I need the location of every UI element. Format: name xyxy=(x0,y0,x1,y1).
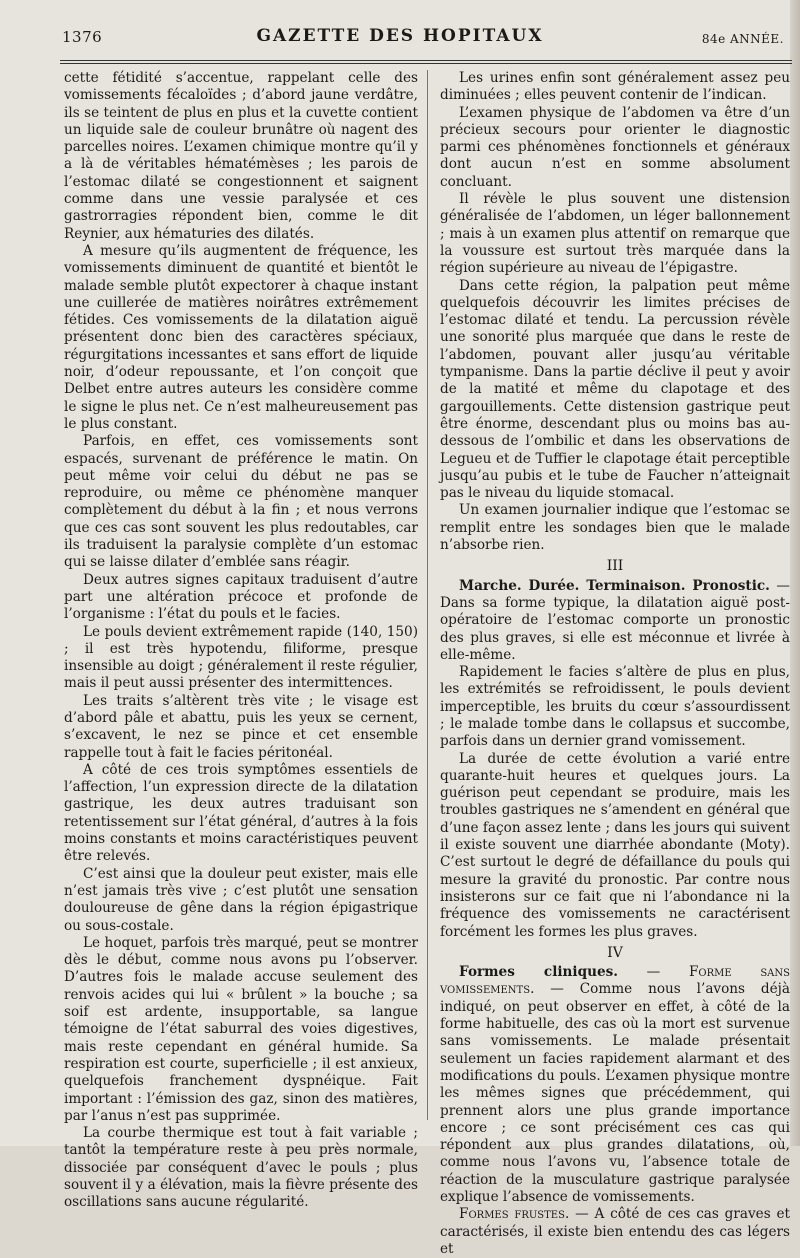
paragraph: La courbe thermique est tout à fait variable ; tantôt la température reste à peu près normale, dissociée par conséquent d’avec le pouls ; plus souvent il y a élévation, mais la fièvre présente des oscillations sans aucune régularité. xyxy=(64,1125,418,1211)
header-rule xyxy=(60,63,792,64)
paragraph: Le pouls devient extrêmement rapide (140, 150) ; il est très hypotendu, filiforme, presque insensible au doigt ; généralement il reste régulier, mais il peut aussi présenter des intermittences. xyxy=(64,623,418,692)
subsection-heading: Formes frustes. xyxy=(459,1206,570,1223)
section-heading: Marche. Durée. Terminaison. Pronostic. xyxy=(459,577,770,594)
paragraph: La durée de cette évolution a varié entre quarante-huit heures et quelques jours. La guérison peut cependant se produire, mais les troubles gastriques ne s’amendent en général que d’une façon assez lente ; dans les jours qui suivent il existe souvent une diarrhée abondante (Moty). C’est surtout le degré de défaillance du pouls qui mesure la gravité du pronostic. Par contre nous insisterons sur ce fait que ni l’abondance ni la fréquence des vomissements ne caractérisent forcément les formes les plus graves. xyxy=(440,750,791,940)
column-divider xyxy=(427,70,428,1120)
paragraph: Le hoquet, parfois très marqué, peut se montrer dès le début, comme nous avons pu l’observer. D’autres fois le malade accuse seulement des renvois acides qui lui « brûlent » la bouche ; sa soif est ardente, insupportable, sa langue témoigne de l’état saburral des voies digestives, mais reste cependant en général humide. Sa respiration est courte, superficielle ; il est anxieux, quelquefois franchement dyspnéique. Fait important : l’émission des gaz, sinon des matières, par l’anus n’est pas supprimée. xyxy=(64,934,418,1124)
paragraph: Dans cette région, la palpation peut même quelquefois découvrir les limites précises de l’estomac dilaté et tendu. La percussion révèle une sonorité plus marquée que dans le reste de l’abdomen, pouvant aller jusqu’au véritable tympanisme. Dans la partie déclive il peut y avoir de la matité et même du clapotage et des gargouillements. Cette distension gastrique peut être énorme, descendant plus ou moins bas au-dessous de l’ombilic et dans les observations de Legueu et de Tuffier le clapotage était perceptible jusqu’au pubis et le tube de Faucher n’atteignait pas le niveau du liquide stomacal. xyxy=(440,277,790,502)
paragraph: Les traits s’altèrent très vite ; le visage est d’abord pâle et abattu, puis les yeux se cernent, s’excavent, le nez se pince et cet ensemble rappelle tout à fait le facies péritonéal. xyxy=(64,692,418,761)
page-number: 1376 xyxy=(62,28,103,46)
paragraph: Parfois, en effet, ces vomissements sont espacés, survenant de préférence le matin. On peut même voir celui du début ne pas se reproduire, ou même ce phénomène manquer complètement du début à la fin ; et nous verrons que ces cas sont souvent les plus redoutables, car ils traduisent la paralysie complète d’un estomac qui se laisse dilater d’emblée sans réagir. xyxy=(64,433,418,571)
paragraph: Deux autres signes capitaux traduisent d’autre part une altération précoce et profonde de l’organisme : l’état du pouls et le facies. xyxy=(64,571,418,623)
paragraph: Un examen journalier indique que l’estomac se remplit entre les sondages bien que le malade n’absorbe rien. xyxy=(440,502,790,554)
section-paragraph xyxy=(440,578,790,664)
paragraph: A mesure qu’ils augmentent de fréquence, les vomissements diminuent de quantité et bientôt le malade semble plutôt expectorer à chaque instant une cuillerée de matières noirâtres extrêmement fétides. Ces vomissements de la dilatation aiguë présentent donc bien des caractères spéciaux, régurgitations incessantes et sans effort de liquide noir, d’odeur repoussante, et l’on conçoit que Delbet entre autres auteurs les considère comme le signe le plus net. Ce n’est malheureusement pas le plus constant. xyxy=(64,242,418,432)
paragraph-text: — Dans sa forme typique, la dilatation aiguë post-opératoire de l’estomac comporte un pronostic des plus graves, si elle est méconnue et livrée à elle-même. xyxy=(440,577,790,663)
paragraph: Rapidement le facies s’altère de plus en plus, les extrémités se refroidissent, le pouls devient imperceptible, les bruits du cœur s’assourdissent ; le malade tombe dans le collapsus et succombe, parfois dans un dernier grand vomissement. xyxy=(440,664,790,750)
section-number: III xyxy=(606,558,624,575)
section-paragraph: Formes cliniques. — Forme sans vomissements. — Comme nous l’avons déjà indiqué, on peut observer en effet, à côté de la forme habituelle, des cas où la mort est survenue sans vomissements. Le malade présentait seulement un facies rapidement alarmant et des modifications du pouls. L’examen physique montre les mêmes signes que précédemment, qui prennent alors une plus grande importance encore ; ce sont précisément ces cas qui répondent aux plus grandes dilatations, où, comme nous l’avons vu, l’absence totale de réaction de la musculature gastrique paralysée explique l’absence de vomissements. xyxy=(440,964,790,1205)
section-paragraph xyxy=(440,1206,790,1258)
header-rule xyxy=(60,60,792,61)
paragraph-text: — A côté de ces cas graves et caractérisés, il existe bien entendu des cas légers et xyxy=(440,1206,790,1257)
paragraph: cette fétidité s’accentue, rappelant celle des vomissements fécaloïdes ; d’abord jaune verdâtre, ils se teintent de plus en plus et la cuvette contient un liquide sale de couleur brunâtre où nagent des parcelles noires. L’examen chimique montre qu’il y a là de véritables hématémèses ; les parois de l’estomac dilaté se congestionnent et saignent comme dans une vessie paralysée et ces gastrorragies répondent bien, comme le dit Reynier, aux hématuries des dilatés. xyxy=(64,70,418,242)
page-edge xyxy=(790,0,800,1146)
paragraph: Il révèle le plus souvent une distension généralisée de l’abdomen, un léger ballonnement ; mais à un examen plus attentif on remarque que la voussure est surtout très marquée dans la région supérieure au niveau de l’épigastre. xyxy=(440,191,790,277)
section-heading: Formes cliniques. xyxy=(459,964,619,981)
subsection-heading: Forme sans vomissements. xyxy=(440,964,790,998)
right-column xyxy=(440,70,791,1257)
journal-title: GAZETTE DES HOPITAUX xyxy=(256,26,544,46)
paragraph: A côté de ces trois symptômes essentiels de l’affection, l’un expression directe de la dilatation gastrique, les deux autres traduisant son retentissement sur l’état général, d’autres à la fois moins constants et moins caractéristiques peuvent être relevés. xyxy=(64,761,418,865)
paragraph: L’examen physique de l’abdomen va être d’un précieux secours pour orienter le diagnostic parmi ces phénomènes fonctionnels et généraux dont aucun n’est en somme absolument concluant. xyxy=(440,104,790,190)
paragraph: C’est ainsi que la douleur peut exister, mais elle n’est jamais très vive ; c’est plutôt une sensation douloureuse de gêne dans la région épigastrique ou sous-costale. xyxy=(64,865,418,934)
edition-label: 84e ANNÉE. xyxy=(701,32,784,46)
section-number: IV xyxy=(607,944,623,961)
paragraph: Les urines enfin sont généralement assez peu diminuées ; elles peuvent contenir de l’indican. xyxy=(440,70,790,104)
running-header xyxy=(0,0,800,60)
paragraph-text: — Comme nous l’avons déjà indiqué, on peut observer en effet, à côté de la forme habituelle, des cas où la mort est survenue sans vomissements. Le malade présentait seulement un facies rapidement alarmant et des modifications du pouls. L’examen physique montre les mêmes signes que précédemment, qui prennent alors une plus grande importance encore ; ce sont précisément ces cas qui répondent aux plus grandes dilatations, où, comme nous l’avons vu, l’absence totale de réaction de la musculature gastrique paralysée explique l’absence de vomissements. xyxy=(440,981,790,1205)
left-column xyxy=(64,70,418,1211)
